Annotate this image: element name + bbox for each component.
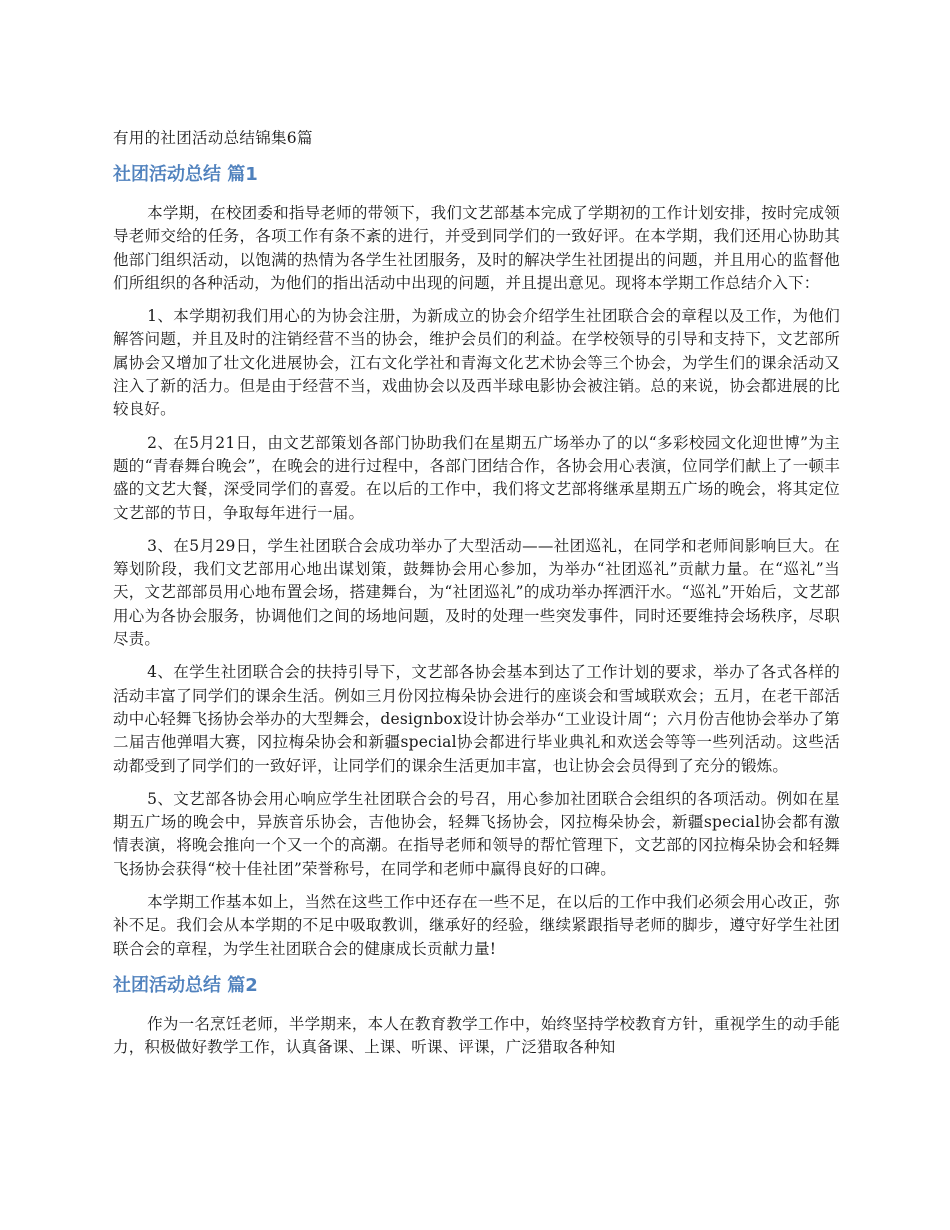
document-page [113,126,840,1072]
paragraph: 4、在学生社团联合会的扶持引导下，文艺部各协会基本到达了工作计划的要求，举办了各式各样的活动丰富了同学们的课余生活。例如三月份冈拉梅朵协会进行的座谈会和雪域联欢会；五月，在老干部活动中心轻舞飞扬协会举办的大型舞会，designbox设计协会举办“工业设计周“；六月份吉他协会举办了第二届吉他弹唱大赛，冈拉梅朵协会和新疆special协会都进行毕业典礼和欢送会等等一些列活动。这些活动都受到了同学们的一致好评，让同学们的课余生活更加丰富，也让协会会员得到了充分的锻炼。 [113,663,840,775]
paragraph: 3、在5月29日，学生社团联合会成功举办了大型活动——社团巡礼，在同学和老师间影响巨大。在筹划阶段，我们文艺部用心地出谋划策，鼓舞协会用心参加，为举办“社团巡礼”贡献力量。在“巡礼”当天，文艺部部员用心地布置会场，搭建舞台，为“社团巡礼”的成功举办挥洒汗水。“巡礼”开始后，文艺部用心为各协会服务，协调他们之间的场地问题，及时的处理一些突发事件，同时还要维持会场秩序，尽职尽责。 [113,536,840,649]
document-title: 有用的社团活动总结锦集6篇 [113,129,313,147]
section-2 [113,973,840,1060]
paragraph: 1、本学期初我们用心的为协会注册，为新成立的协会介绍学生社团联合会的章程以及工作，为他们解答问题，并且及时的注销经营不当的协会，维护会员们的利益。在学校领导的引导和支持下，文艺部所属协会又增加了壮文化进展协会，江右文化学社和青海文化艺术协会等三个协会，为学生们的课余活动又注入了新的活力。但是由于经营不当，戏曲协会以及西半球电影协会被注销。总的来说，协会都进展的比较良好。 [113,307,840,419]
section-1 [113,162,840,961]
paragraph: 5、文艺部各协会用心响应学生社团联合会的号召，用心参加社团联合会组织的各项活动。例如在星期五广场的晚会中，异族音乐协会，吉他协会，轻舞飞扬协会，冈拉梅朵协会，新疆special协会都有激情表演，将晚会推向一个又一个的高潮。在指导老师和领导的帮忙管理下，文艺部的冈拉梅朵协会和轻舞飞扬协会获得“校十佳社团”荣誉称号，在同学和老师中赢得良好的口碑。 [113,789,840,878]
paragraph: 作为一名烹饪老师，半学期来，本人在教育教学工作中，始终坚持学校教育方针，重视学生的动手能力，积极做好教学工作，认真备课、上课、听课、评课，广泛猎取各种知 [113,1014,840,1057]
paragraph: 2、在5月21日，由文艺部策划各部门协助我们在星期五广场举办了的以“多彩校园文化迎世博”为主题的“青春舞台晚会”，在晚会的进行过程中，各部门团结合作，各协会用心表演，位同学们献上了一顿丰盛的文艺大餐，深受同学们的喜爱。在以后的工作中，我们将文艺部将继承星期五广场的晚会，将其定位文艺部的节日，争取每年进行一届。 [113,433,840,522]
section-heading: 社团活动总结 篇1 [113,164,258,185]
section-heading: 社团活动总结 篇2 [113,974,258,996]
paragraph: 本学期工作基本如上，当然在这些工作中还存在一些不足，在以后的工作中我们必须会用心改正，弥补不足。我们会从本学期的不足中吸取教训，继承好的经验，继续紧跟指导老师的脚步，遵守好学生社团联合会的章程，为学生社团联合会的健康成长贡献力量! [113,893,840,958]
paragraph: 本学期，在校团委和指导老师的带领下，我们文艺部基本完成了学期初的工作计划安排，按时完成领导老师交给的任务，各项工作有条不紊的进行，并受到同学们的一致好评。在本学期，我们还用心协助其他部门组织活动，以饱满的热情为各学生社团服务，及时的解决学生社团提出的问题，并且用心的监督他们所组织的各种活动，为他们的指出活动中出现的问题，并且提出意见。现将本学期工作总结介入下： [113,204,840,292]
